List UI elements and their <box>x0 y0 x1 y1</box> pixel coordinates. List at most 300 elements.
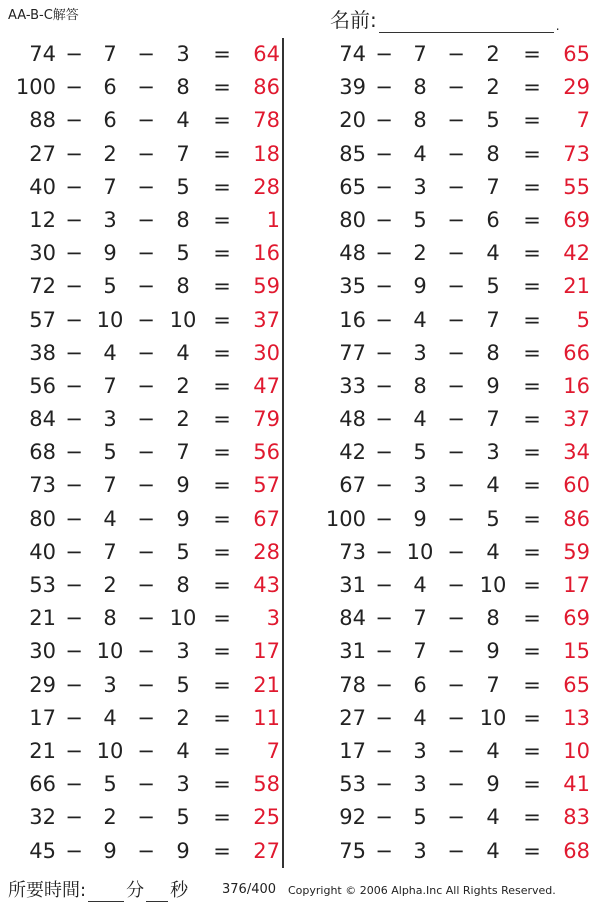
operand-a: 20 <box>339 108 366 133</box>
operand-a: 84 <box>339 606 366 631</box>
problem-row <box>0 768 290 801</box>
column-divider <box>282 38 284 868</box>
minus-sign: − <box>137 738 155 763</box>
equals-sign: = <box>213 307 231 332</box>
problem-row <box>0 237 290 270</box>
problem-row <box>310 801 600 834</box>
equals-sign: = <box>523 539 541 564</box>
operand-a: 78 <box>339 672 366 697</box>
problem-row <box>310 635 600 668</box>
minus-sign: − <box>65 174 83 199</box>
equals-sign: = <box>523 307 541 332</box>
answer-value: 83 <box>563 805 590 830</box>
answer-value: 69 <box>563 207 590 232</box>
minus-sign: − <box>65 639 83 664</box>
operand-b: 9 <box>413 506 427 531</box>
operand-b: 7 <box>103 42 117 66</box>
minus-sign: − <box>137 207 155 232</box>
problem-row <box>0 503 290 536</box>
equals-sign: = <box>523 506 541 531</box>
operand-c: 3 <box>176 772 190 797</box>
operand-a: 88 <box>29 108 56 133</box>
operand-a: 72 <box>29 274 56 299</box>
equals-sign: = <box>213 639 231 664</box>
minus-sign: − <box>65 772 83 797</box>
minus-sign: − <box>375 373 393 398</box>
minus-sign: − <box>65 108 83 133</box>
answer-value: 68 <box>563 838 590 863</box>
minus-sign: − <box>137 539 155 564</box>
equals-sign: = <box>523 805 541 830</box>
problem-row <box>310 104 600 137</box>
minus-sign: − <box>137 274 155 299</box>
operand-b: 5 <box>413 440 427 465</box>
minus-sign: − <box>65 141 83 166</box>
operand-a: 45 <box>29 838 56 863</box>
operand-c: 9 <box>176 473 190 498</box>
operand-b: 5 <box>103 274 117 299</box>
minus-sign: − <box>375 705 393 730</box>
minus-sign: − <box>375 573 393 597</box>
minus-sign: − <box>65 573 83 597</box>
equals-sign: = <box>523 473 541 498</box>
minus-sign: − <box>447 838 465 863</box>
problem-row <box>0 204 290 237</box>
equals-sign: = <box>213 75 231 100</box>
operand-c: 3 <box>176 42 190 66</box>
operand-c: 8 <box>176 573 190 597</box>
operand-c: 7 <box>486 307 500 332</box>
equals-sign: = <box>213 42 231 66</box>
problem-row <box>310 503 600 536</box>
operand-b: 3 <box>413 174 427 199</box>
answer-value: 7 <box>266 738 280 763</box>
answer-value: 17 <box>563 573 590 597</box>
operand-c: 5 <box>176 241 190 266</box>
answer-value: 18 <box>253 141 280 166</box>
equals-sign: = <box>523 606 541 631</box>
minus-sign: − <box>375 672 393 697</box>
seconds-blank[interactable] <box>146 881 168 902</box>
minus-sign: − <box>375 174 393 199</box>
operand-c: 4 <box>486 473 500 498</box>
minus-sign: − <box>447 141 465 166</box>
equals-sign: = <box>213 738 231 763</box>
operand-c: 2 <box>176 373 190 398</box>
answer-value: 73 <box>563 141 590 166</box>
answer-value: 65 <box>563 672 590 697</box>
minus-sign: − <box>65 506 83 531</box>
answer-value: 28 <box>253 174 280 199</box>
problem-row <box>310 569 600 602</box>
equals-sign: = <box>523 174 541 199</box>
equals-sign: = <box>213 539 231 564</box>
operand-c: 4 <box>486 539 500 564</box>
problem-row <box>0 403 290 436</box>
operand-c: 5 <box>176 805 190 830</box>
problem-row <box>0 536 290 569</box>
operand-b: 3 <box>103 672 117 697</box>
operand-c: 6 <box>486 207 500 232</box>
operand-c: 7 <box>176 141 190 166</box>
operand-c: 7 <box>486 174 500 199</box>
operand-a: 21 <box>29 606 56 631</box>
operand-a: 33 <box>339 373 366 398</box>
equals-sign: = <box>523 440 541 465</box>
operand-b: 2 <box>413 241 427 266</box>
operand-b: 7 <box>413 639 427 664</box>
operand-a: 73 <box>29 473 56 498</box>
operand-a: 21 <box>29 738 56 763</box>
minus-sign: − <box>447 440 465 465</box>
operand-b: 4 <box>103 705 117 730</box>
equals-sign: = <box>523 42 541 66</box>
minus-sign: − <box>137 373 155 398</box>
operand-a: 74 <box>339 42 366 66</box>
time-taken-area <box>8 876 188 902</box>
operand-b: 4 <box>413 407 427 432</box>
operand-a: 48 <box>339 241 366 266</box>
operand-c: 5 <box>176 174 190 199</box>
answer-value: 13 <box>563 705 590 730</box>
operand-a: 66 <box>29 772 56 797</box>
operand-b: 5 <box>103 440 117 465</box>
operand-a: 92 <box>339 805 366 830</box>
minus-sign: − <box>65 407 83 432</box>
operand-c: 2 <box>486 42 500 66</box>
answer-value: 79 <box>253 407 280 432</box>
operand-b: 10 <box>96 307 124 332</box>
operand-a: 39 <box>339 75 366 100</box>
operand-a: 16 <box>339 307 366 332</box>
minus-sign: − <box>447 639 465 664</box>
minus-sign: − <box>447 207 465 232</box>
minus-sign: − <box>447 274 465 299</box>
equals-sign: = <box>523 772 541 797</box>
operand-a: 35 <box>339 274 366 299</box>
operand-a: 100 <box>15 75 56 100</box>
operand-c: 8 <box>486 606 500 631</box>
minus-sign: − <box>375 772 393 797</box>
operand-a: 40 <box>29 174 56 199</box>
operand-b: 6 <box>103 108 117 133</box>
minus-sign: − <box>447 738 465 763</box>
operand-b: 5 <box>103 772 117 797</box>
operand-a: 80 <box>339 207 366 232</box>
minus-sign: − <box>65 606 83 631</box>
equals-sign: = <box>213 805 231 830</box>
problem-row <box>310 304 600 337</box>
problem-row <box>310 370 600 403</box>
problem-row <box>310 337 600 370</box>
operand-b: 10 <box>96 738 124 763</box>
minus-sign: − <box>137 407 155 432</box>
minus-sign: − <box>375 473 393 498</box>
operand-b: 10 <box>96 639 124 664</box>
minus-sign: − <box>447 606 465 631</box>
minus-sign: − <box>137 75 155 100</box>
minus-sign: − <box>375 838 393 863</box>
operand-b: 4 <box>103 506 117 531</box>
answer-value: 59 <box>563 539 590 564</box>
minus-sign: − <box>137 772 155 797</box>
operand-c: 7 <box>486 672 500 697</box>
operand-c: 5 <box>486 274 500 299</box>
operand-c: 4 <box>486 838 500 863</box>
minus-sign: − <box>65 42 83 66</box>
minus-sign: − <box>375 440 393 465</box>
minus-sign: − <box>447 772 465 797</box>
operand-a: 27 <box>29 141 56 166</box>
answer-value: 60 <box>563 473 590 498</box>
problem-row <box>310 835 600 868</box>
operand-a: 56 <box>29 373 56 398</box>
minus-sign: − <box>137 174 155 199</box>
answer-value: 42 <box>563 241 590 266</box>
problem-row <box>310 403 600 436</box>
minus-sign: − <box>375 75 393 100</box>
operand-c: 9 <box>486 772 500 797</box>
operand-c: 8 <box>486 141 500 166</box>
answer-value: 58 <box>253 772 280 797</box>
minus-sign: − <box>65 805 83 830</box>
problems-column-right <box>310 38 600 868</box>
operand-b: 8 <box>413 373 427 398</box>
operand-c: 4 <box>176 738 190 763</box>
problem-row <box>310 204 600 237</box>
operand-b: 6 <box>103 75 117 100</box>
copyright-text: Copyright © 2006 Alpha.Inc All Rights Reserved. <box>288 884 556 897</box>
minus-sign: − <box>137 340 155 365</box>
operand-a: 68 <box>29 440 56 465</box>
equals-sign: = <box>213 108 231 133</box>
minus-sign: − <box>137 108 155 133</box>
problem-row <box>310 735 600 768</box>
minus-sign: − <box>447 75 465 100</box>
score-text: 376/400 <box>222 882 277 897</box>
operand-c: 2 <box>176 705 190 730</box>
operand-a: 27 <box>339 705 366 730</box>
minus-sign: − <box>137 606 155 631</box>
operand-b: 3 <box>103 407 117 432</box>
answer-value: 59 <box>253 274 280 299</box>
equals-sign: = <box>523 639 541 664</box>
operand-c: 10 <box>169 606 197 631</box>
problem-row <box>0 370 290 403</box>
operand-b: 4 <box>413 705 427 730</box>
operand-b: 5 <box>413 805 427 830</box>
problem-row <box>310 536 600 569</box>
answer-value: 16 <box>563 373 590 398</box>
minus-sign: − <box>447 473 465 498</box>
problem-row <box>0 138 290 171</box>
minus-sign: − <box>65 738 83 763</box>
equals-sign: = <box>523 241 541 266</box>
answer-value: 16 <box>253 241 280 266</box>
equals-sign: = <box>523 738 541 763</box>
operand-b: 8 <box>413 75 427 100</box>
minus-sign: − <box>447 340 465 365</box>
operand-c: 5 <box>176 539 190 564</box>
problem-row <box>310 38 600 71</box>
operand-c: 9 <box>176 506 190 531</box>
operand-c: 4 <box>486 738 500 763</box>
operand-a: 53 <box>29 573 56 597</box>
problem-row <box>310 237 600 270</box>
minus-sign: − <box>375 738 393 763</box>
minus-sign: − <box>65 473 83 498</box>
equals-sign: = <box>213 772 231 797</box>
minus-sign: − <box>375 539 393 564</box>
operand-c: 10 <box>479 573 507 597</box>
minus-sign: − <box>65 274 83 299</box>
worksheet-title: AA-B-C解答 <box>8 8 79 23</box>
minus-sign: − <box>65 307 83 332</box>
minus-sign: − <box>137 440 155 465</box>
minus-sign: − <box>447 407 465 432</box>
operand-b: 10 <box>406 539 434 564</box>
minus-sign: − <box>137 506 155 531</box>
equals-sign: = <box>213 838 231 863</box>
minus-sign: − <box>137 805 155 830</box>
operand-c: 7 <box>486 407 500 432</box>
operand-b: 6 <box>413 672 427 697</box>
operand-b: 4 <box>413 573 427 597</box>
operand-a: 40 <box>29 539 56 564</box>
equals-sign: = <box>523 75 541 100</box>
problem-row <box>310 171 600 204</box>
operand-c: 2 <box>176 407 190 432</box>
operand-c: 4 <box>176 108 190 133</box>
problem-row <box>310 669 600 702</box>
problem-row <box>0 702 290 735</box>
problem-row <box>0 270 290 303</box>
problem-row <box>0 602 290 635</box>
problem-row <box>0 635 290 668</box>
operand-c: 5 <box>176 672 190 697</box>
equals-sign: = <box>213 573 231 597</box>
minus-sign: − <box>65 241 83 266</box>
problem-row <box>0 337 290 370</box>
operand-c: 4 <box>486 241 500 266</box>
problem-row <box>0 38 290 71</box>
operand-b: 3 <box>413 738 427 763</box>
minutes-blank[interactable] <box>88 881 124 902</box>
problem-row <box>0 669 290 702</box>
problem-row <box>0 469 290 502</box>
answer-value: 5 <box>576 307 590 332</box>
minute-unit: 分 <box>126 880 145 901</box>
equals-sign: = <box>213 207 231 232</box>
minus-sign: − <box>137 307 155 332</box>
problem-row <box>0 835 290 868</box>
minus-sign: − <box>375 805 393 830</box>
problem-row <box>310 602 600 635</box>
minus-sign: − <box>65 838 83 863</box>
answer-value: 29 <box>563 75 590 100</box>
minus-sign: − <box>65 373 83 398</box>
answer-value: 37 <box>563 407 590 432</box>
answer-value: 67 <box>253 506 280 531</box>
operand-a: 30 <box>29 639 56 664</box>
operand-a: 38 <box>29 340 56 365</box>
equals-sign: = <box>523 274 541 299</box>
operand-b: 2 <box>103 805 117 830</box>
operand-b: 7 <box>103 473 117 498</box>
name-blank[interactable] <box>379 12 554 33</box>
problem-row <box>0 104 290 137</box>
equals-sign: = <box>213 407 231 432</box>
operand-a: 84 <box>29 407 56 432</box>
operand-b: 4 <box>103 340 117 365</box>
minus-sign: − <box>375 340 393 365</box>
operand-a: 17 <box>339 738 366 763</box>
equals-sign: = <box>523 672 541 697</box>
answer-value: 25 <box>253 805 280 830</box>
equals-sign: = <box>213 340 231 365</box>
operand-c: 3 <box>176 639 190 664</box>
minus-sign: − <box>375 141 393 166</box>
answer-value: 37 <box>253 307 280 332</box>
operand-a: 32 <box>29 805 56 830</box>
name-field-area <box>330 4 560 33</box>
operand-c: 9 <box>486 373 500 398</box>
operand-a: 57 <box>29 307 56 332</box>
answer-value: 55 <box>563 174 590 199</box>
minus-sign: − <box>447 373 465 398</box>
minus-sign: − <box>375 207 393 232</box>
minus-sign: − <box>137 838 155 863</box>
problems-column-left <box>0 38 290 868</box>
operand-c: 3 <box>486 440 500 465</box>
answer-value: 7 <box>576 108 590 133</box>
operand-b: 2 <box>103 573 117 597</box>
problem-row <box>0 71 290 104</box>
minus-sign: − <box>137 672 155 697</box>
minus-sign: − <box>375 506 393 531</box>
answer-value: 56 <box>253 440 280 465</box>
operand-b: 9 <box>103 241 117 266</box>
minus-sign: − <box>447 108 465 133</box>
problem-row <box>310 270 600 303</box>
minus-sign: − <box>447 539 465 564</box>
answer-value: 78 <box>253 108 280 133</box>
problem-row <box>310 469 600 502</box>
operand-b: 3 <box>103 207 117 232</box>
second-unit: 秒 <box>170 880 189 901</box>
minus-sign: − <box>447 573 465 597</box>
equals-sign: = <box>213 506 231 531</box>
equals-sign: = <box>523 141 541 166</box>
minus-sign: − <box>137 473 155 498</box>
operand-a: 73 <box>339 539 366 564</box>
equals-sign: = <box>523 207 541 232</box>
equals-sign: = <box>213 440 231 465</box>
operand-c: 2 <box>486 75 500 100</box>
operand-c: 8 <box>176 207 190 232</box>
equals-sign: = <box>523 108 541 133</box>
operand-b: 3 <box>413 473 427 498</box>
operand-a: 67 <box>339 473 366 498</box>
operand-c: 7 <box>176 440 190 465</box>
operand-c: 5 <box>486 506 500 531</box>
operand-b: 7 <box>103 373 117 398</box>
operand-c: 4 <box>176 340 190 365</box>
equals-sign: = <box>213 141 231 166</box>
operand-c: 8 <box>176 274 190 299</box>
time-label: 所要時間: <box>8 880 87 901</box>
operand-a: 12 <box>29 207 56 232</box>
